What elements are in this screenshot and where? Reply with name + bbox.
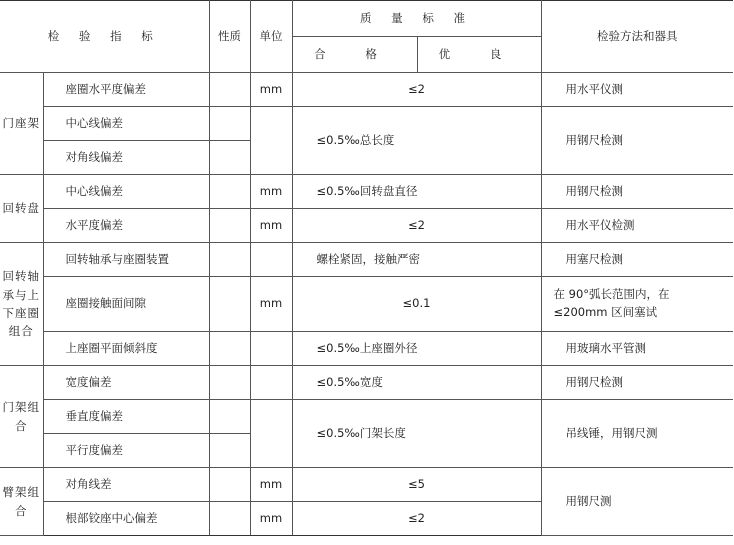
nature-cell [209,468,250,502]
item-cell: 根部铰座中心偏差 [43,502,209,536]
nature-cell [209,141,250,175]
nature-cell [209,209,250,243]
group-bearing: 回转轴承与上下座圈组合 [0,243,43,366]
item-cell: 水平度偏差 [43,209,209,243]
nature-cell [209,73,250,107]
nature-cell [209,243,250,277]
method-cell: 用玻璃水平管测 [541,332,733,366]
unit-cell [250,107,292,175]
header-item: 检 验 指 标 [0,1,209,73]
table-row [0,243,733,277]
unit-cell: mm [250,175,292,209]
item-cell: 中心线偏差 [43,107,209,141]
group-gate-frame: 门架组合 [0,366,43,468]
standard-cell: ≤0.5‰上座圈外径 [292,332,541,366]
group-boom-frame: 臂架组合 [0,468,43,536]
header-qualified: 合 格 [292,37,417,73]
table-row [0,175,733,209]
unit-cell: mm [250,73,292,107]
nature-cell [209,175,250,209]
standard-cell: ≤2 [292,73,541,107]
standard-cell: ≤2 [292,209,541,243]
unit-cell [250,332,292,366]
item-cell: 上座圈平面倾斜度 [43,332,209,366]
standard-cell: ≤0.5‰宽度 [292,366,541,400]
standard-cell: ≤0.5‰门架长度 [292,400,541,468]
standard-cell: ≤0.5‰总长度 [292,107,541,175]
unit-cell: mm [250,277,292,332]
header-unit: 单位 [250,1,292,73]
method-cell: 用塞尺检测 [541,243,733,277]
table-row [0,277,733,332]
method-cell: 吊线锤，用钢尺测 [541,400,733,468]
unit-cell [250,366,292,400]
table-row [0,107,733,141]
nature-cell [209,366,250,400]
item-cell: 回转轴承与座圈装置 [43,243,209,277]
nature-cell [209,502,250,536]
nature-cell [209,107,250,141]
item-cell: 座圈接触面间隙 [43,277,209,332]
item-cell: 宽度偏差 [43,366,209,400]
standard-cell: ≤0.1 [292,277,541,332]
header-excellent: 优 良 [417,37,541,73]
item-cell: 座圈水平度偏差 [43,73,209,107]
standard-cell: ≤2 [292,502,541,536]
method-cell: 在 90°弧长范围内，在≤200mm 区间塞试 [541,277,733,332]
table-row [0,209,733,243]
item-cell: 垂直度偏差 [43,400,209,434]
nature-cell [209,400,250,434]
table-row [0,468,733,502]
unit-cell: mm [250,468,292,502]
nature-cell [209,434,250,468]
table-row [0,332,733,366]
method-cell: 用钢尺测 [541,468,733,536]
table-row [0,400,733,434]
item-cell: 中心线偏差 [43,175,209,209]
header-method: 检验方法和器具 [541,1,733,73]
method-cell: 用水平仪检测 [541,209,733,243]
group-turntable: 回转盘 [0,175,43,243]
group-door-frame: 门座架 [0,73,43,175]
method-cell: 用水平仪测 [541,73,733,107]
unit-cell [250,400,292,468]
unit-cell [250,243,292,277]
table-row [0,366,733,400]
method-cell: 用钢尺检测 [541,175,733,209]
nature-cell [209,332,250,366]
header-standard: 质 量 标 准 [292,1,541,37]
standard-cell: ≤0.5‰回转盘直径 [292,175,541,209]
method-cell: 用钢尺检测 [541,366,733,400]
unit-cell: mm [250,209,292,243]
standard-cell: ≤5 [292,468,541,502]
header-nature: 性质 [209,1,250,73]
item-cell: 平行度偏差 [43,434,209,468]
item-cell: 对角线差 [43,468,209,502]
method-cell: 用钢尺检测 [541,107,733,175]
nature-cell [209,277,250,332]
table-row [0,73,733,107]
standard-cell: 螺栓紧固，接触严密 [292,243,541,277]
item-cell: 对角线偏差 [43,141,209,175]
unit-cell: mm [250,502,292,536]
